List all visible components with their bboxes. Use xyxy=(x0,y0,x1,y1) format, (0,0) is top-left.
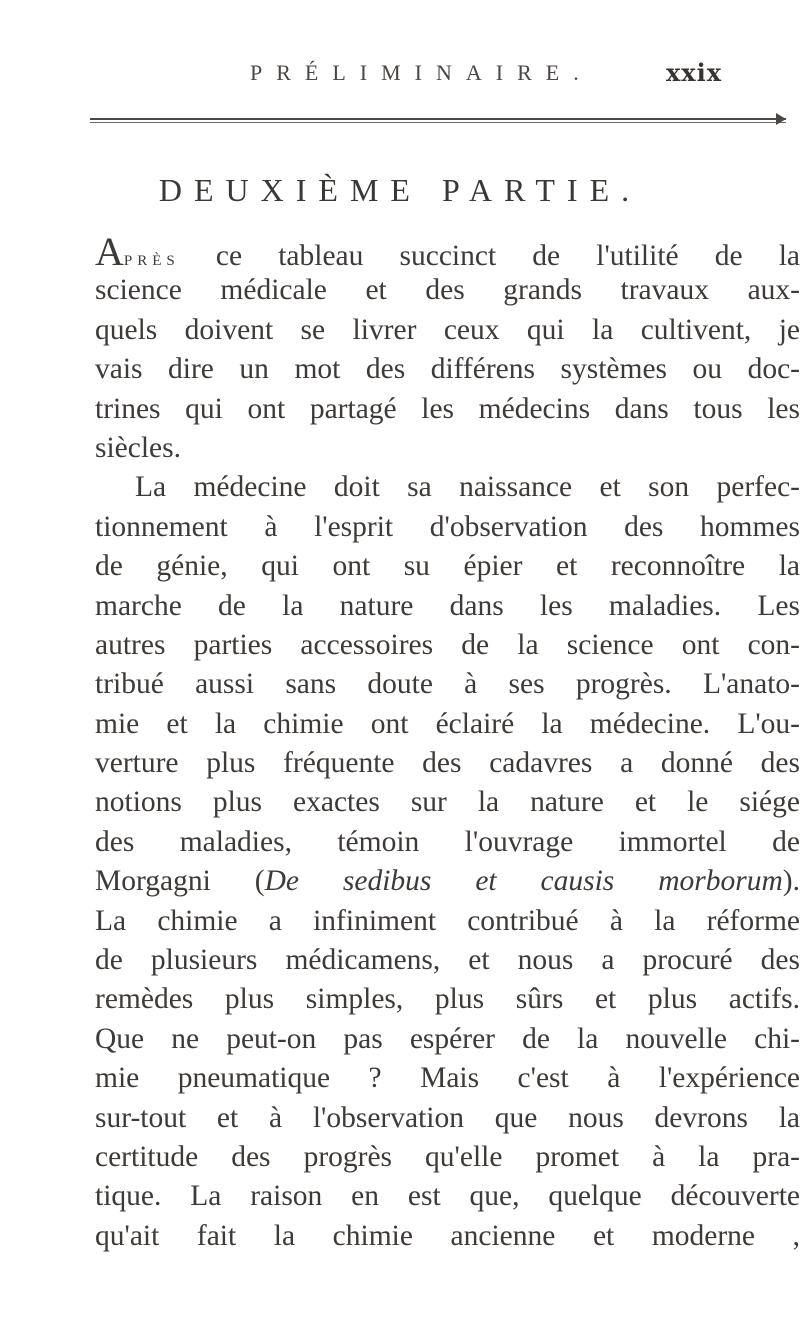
text-fragment: Morgagni ( xyxy=(95,865,265,898)
page-number: xxix xyxy=(666,58,723,87)
running-head xyxy=(0,60,800,100)
text-fragment: ). xyxy=(782,865,800,898)
text-line: La médecine doit sa naissance et son perfec- xyxy=(135,471,800,504)
body-text xyxy=(95,229,800,1256)
text-line: des maladies, témoin l'ouvrage immortel de xyxy=(95,825,800,858)
text-line xyxy=(95,862,800,901)
text-line: La chimie a infiniment contribué à la réforme xyxy=(95,904,800,937)
text-line: tionnement à l'esprit d'observation des hommes xyxy=(95,510,800,543)
text-line: autres parties accessoires de la science ont con- xyxy=(95,628,800,661)
text-line xyxy=(95,229,800,274)
text-line: science médicale et des grands travaux aux- xyxy=(95,274,800,307)
text-line: mie et la chimie ont éclairé la médecine. L'ou- xyxy=(95,707,800,740)
latin-title: De sedibus et causis morborum xyxy=(264,865,783,898)
text-line: notions plus exactes sur la nature et le siége xyxy=(95,786,800,819)
text-line: Que ne peut-on pas espérer de la nouvelle chi- xyxy=(95,1022,800,1055)
text-line: qu'ait fait la chimie ancienne et moderne , xyxy=(95,1219,800,1252)
text-line: de plusieurs médicamens, et nous a procuré des xyxy=(95,944,800,977)
header-rule xyxy=(90,118,786,123)
text-fragment: ce tableau succinct de l'utilité de la xyxy=(215,240,800,272)
text-line: quels doivent se livrer ceux qui la cultivent, je xyxy=(95,313,800,346)
text-line: mie pneumatique ? Mais c'est à l'expérience xyxy=(95,1062,800,1095)
text-line: marche de la nature dans les maladies. Les xyxy=(95,589,800,622)
text-line: verture plus fréquente des cadavres a donné des xyxy=(95,747,800,780)
header-rule-ornament xyxy=(776,113,786,125)
drop-cap: A xyxy=(95,229,124,274)
text-line: siècles. xyxy=(95,431,182,464)
text-line: remèdes plus simples, plus sûrs et plus actifs. xyxy=(95,983,800,1016)
running-title: PRÉLIMINAIRE. xyxy=(250,60,593,85)
text-line: vais dire un mot des différens systèmes ou doc- xyxy=(95,353,800,386)
text-line: tique. La raison en est que, quelque découverte xyxy=(95,1180,800,1213)
section-title: DEUXIÈME PARTIE. xyxy=(158,172,642,208)
text-line: de génie, qui ont su épier et reconnoître la xyxy=(95,550,800,583)
text-line: certitude des progrès qu'elle promet à la pra- xyxy=(95,1140,800,1173)
small-caps-word: près xyxy=(123,246,180,270)
text-line: sur-tout et à l'observation que nous devrons la xyxy=(95,1101,800,1134)
text-line: tribué aussi sans doute à ses progrès. L'anato- xyxy=(95,668,800,701)
text-line: trines qui ont partagé les médecins dans tous les xyxy=(95,392,800,425)
